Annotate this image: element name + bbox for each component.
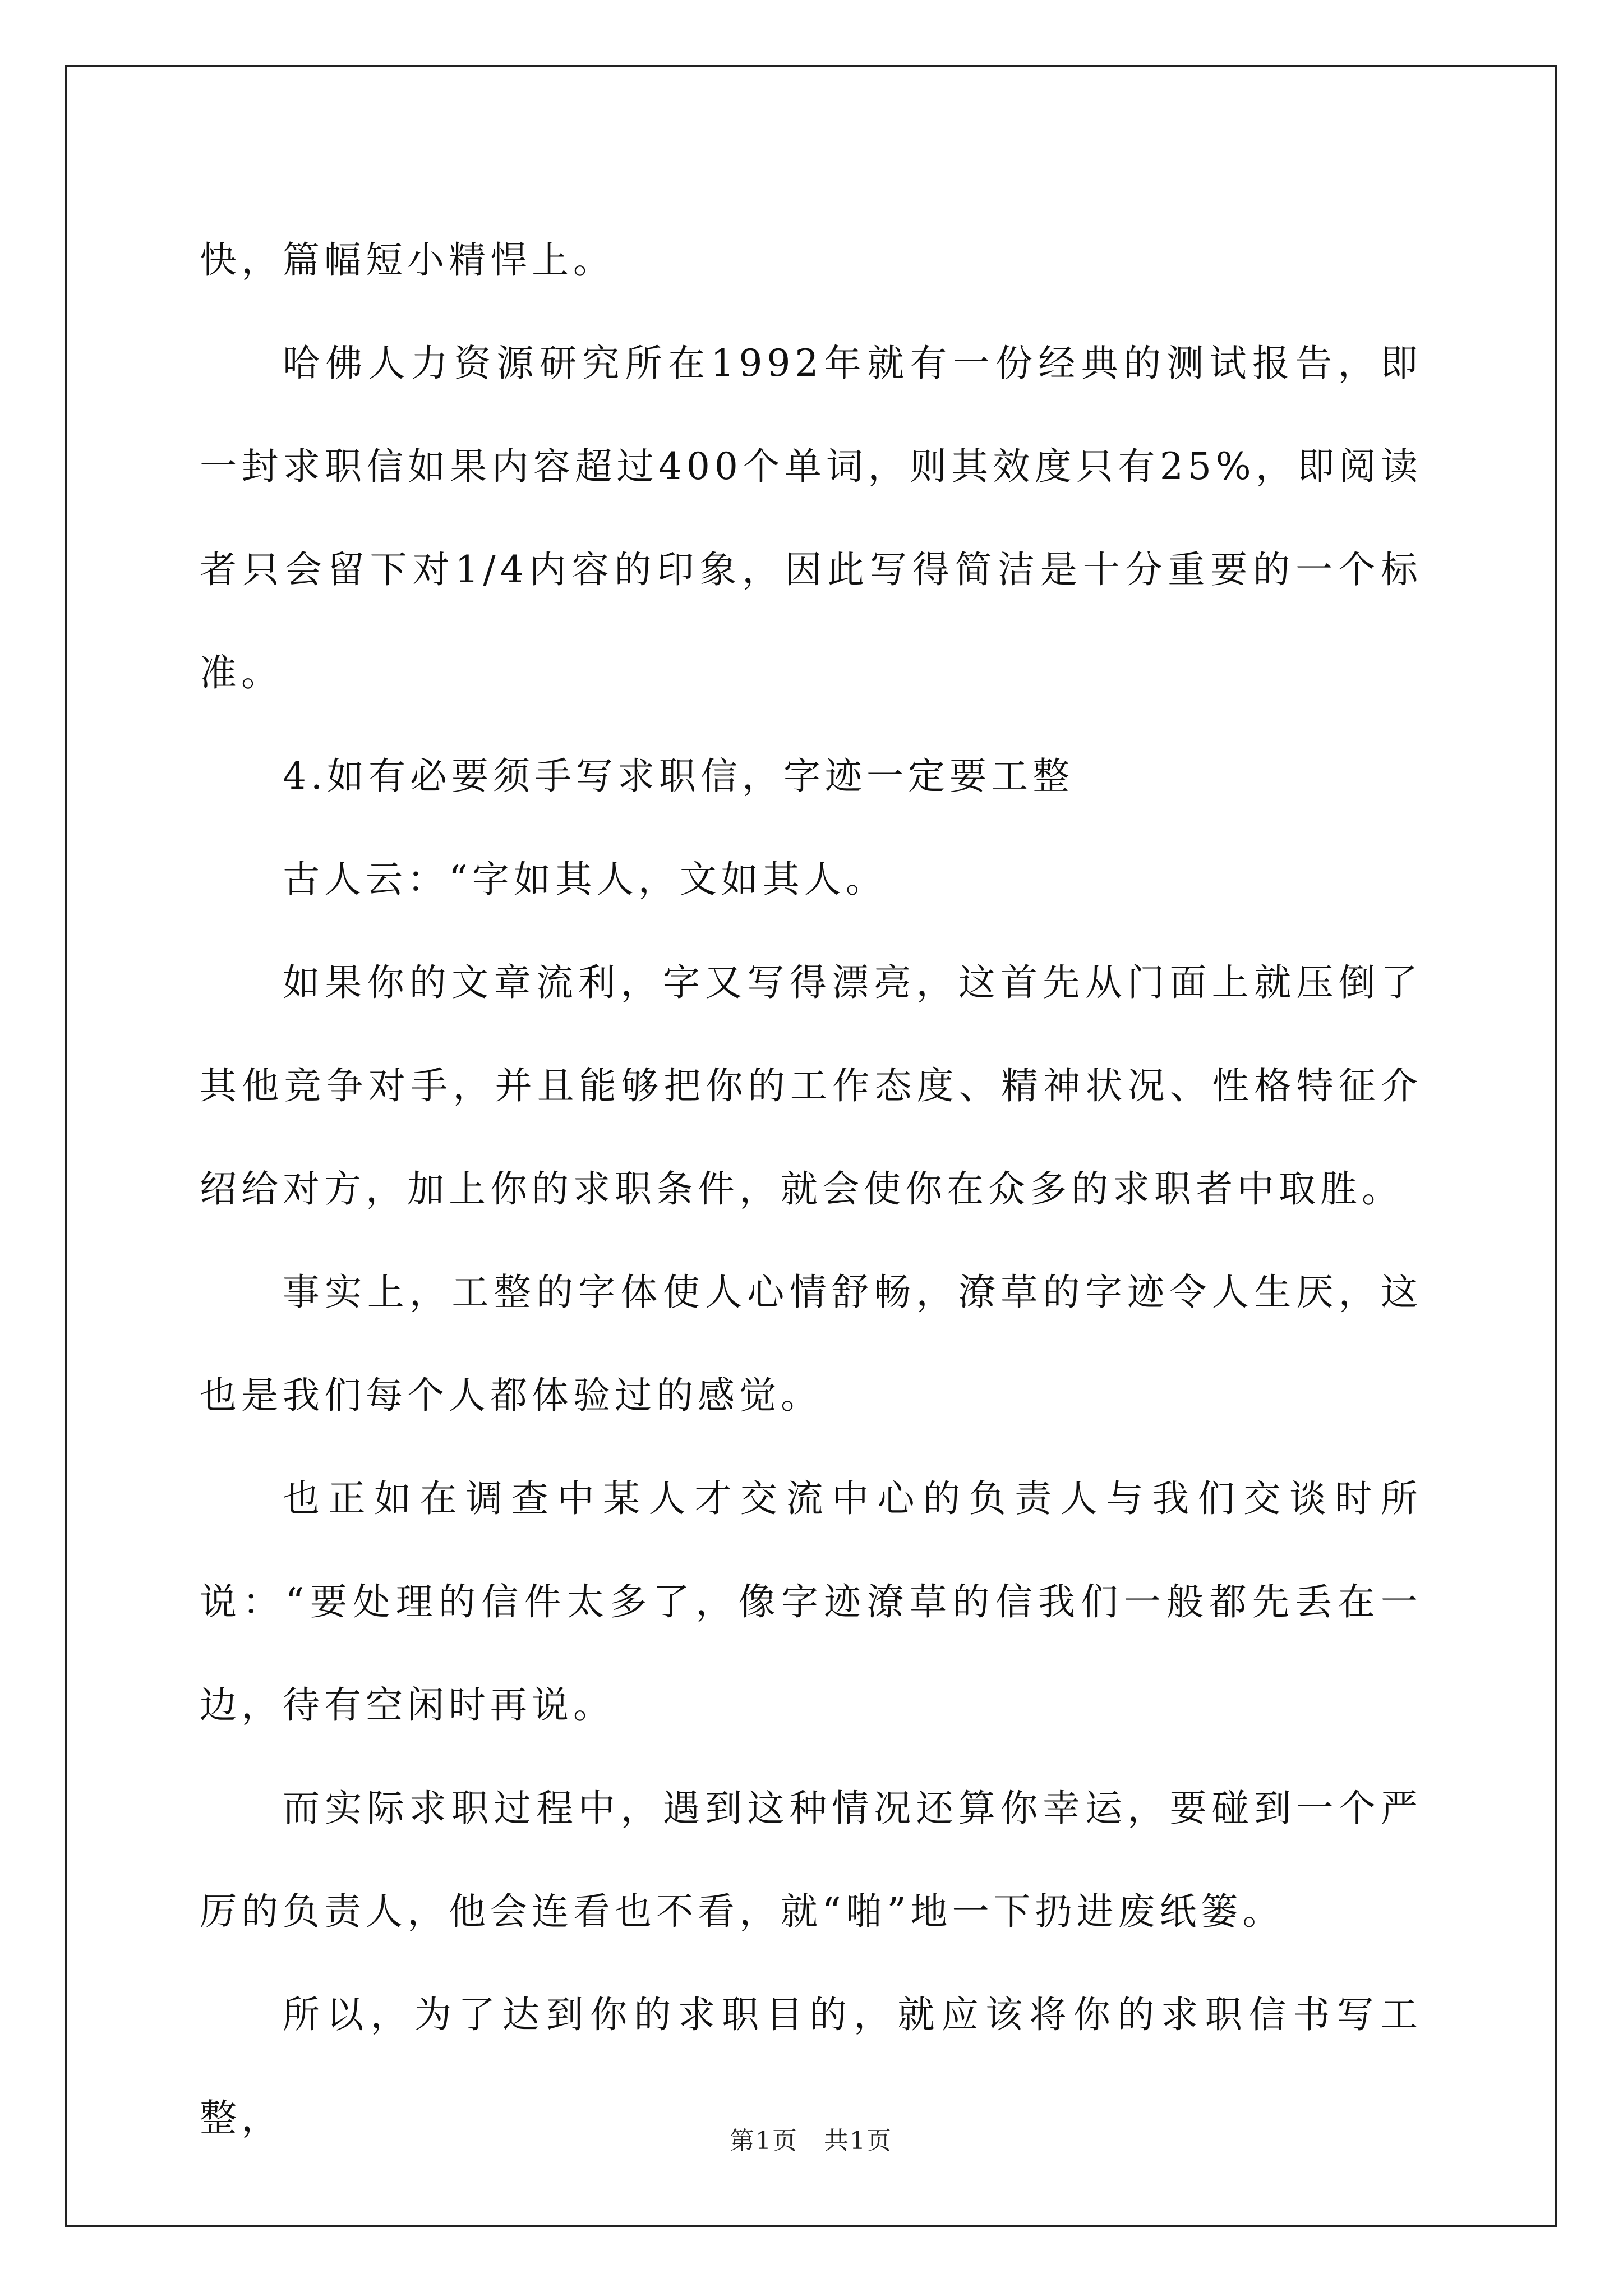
paragraph: 而实际求职过程中，遇到这种情况还算你幸运，要碰到一个严厉的负责人，他会连看也不看，就“啪”地一下扔进废纸篓。	[200, 1787, 1422, 1933]
document-body	[200, 209, 1422, 2170]
paragraph: 快，篇幅短小精悍上。	[200, 238, 615, 282]
paragraph: 古人云：“字如其人，文如其人。	[283, 858, 887, 901]
paragraph: 也正如在调查中某人才交流中心的负责人与我们交谈时所说：“要处理的信件太多了，像字迹潦草的信我们一般都先丢在一边，待有空闲时再说。	[200, 1477, 1422, 1727]
paragraph: 4.如有必要须手写求职信，字迹一定要工整	[283, 754, 1074, 798]
paragraph: 如果你的文章流利，字又写得漂亮，这首先从门面上就压倒了其他竞争对手，并且能够把你的工作态度、精神状况、性格特征介绍给对方，加上你的求职条件，就会使你在众多的求职者中取胜。	[200, 961, 1422, 1211]
paragraph: 所以，为了达到你的求职目的，就应该将你的求职信书写工整，	[200, 1993, 1422, 2139]
paragraph: 哈佛人力资源研究所在1992年就有一份经典的测试报告，即一封求职信如果内容超过400个单词，则其效度只有25%，即阅读者只会留下对1/4内容的印象，因此写得简洁是十分重要的一个标准。	[200, 342, 1422, 694]
paragraph: 事实上，工整的字体使人心情舒畅，潦草的字迹令人生厌，这也是我们每个人都体验过的感觉。	[200, 1271, 1422, 1417]
page-number-footer: 第1页 共1页	[730, 2127, 892, 2155]
